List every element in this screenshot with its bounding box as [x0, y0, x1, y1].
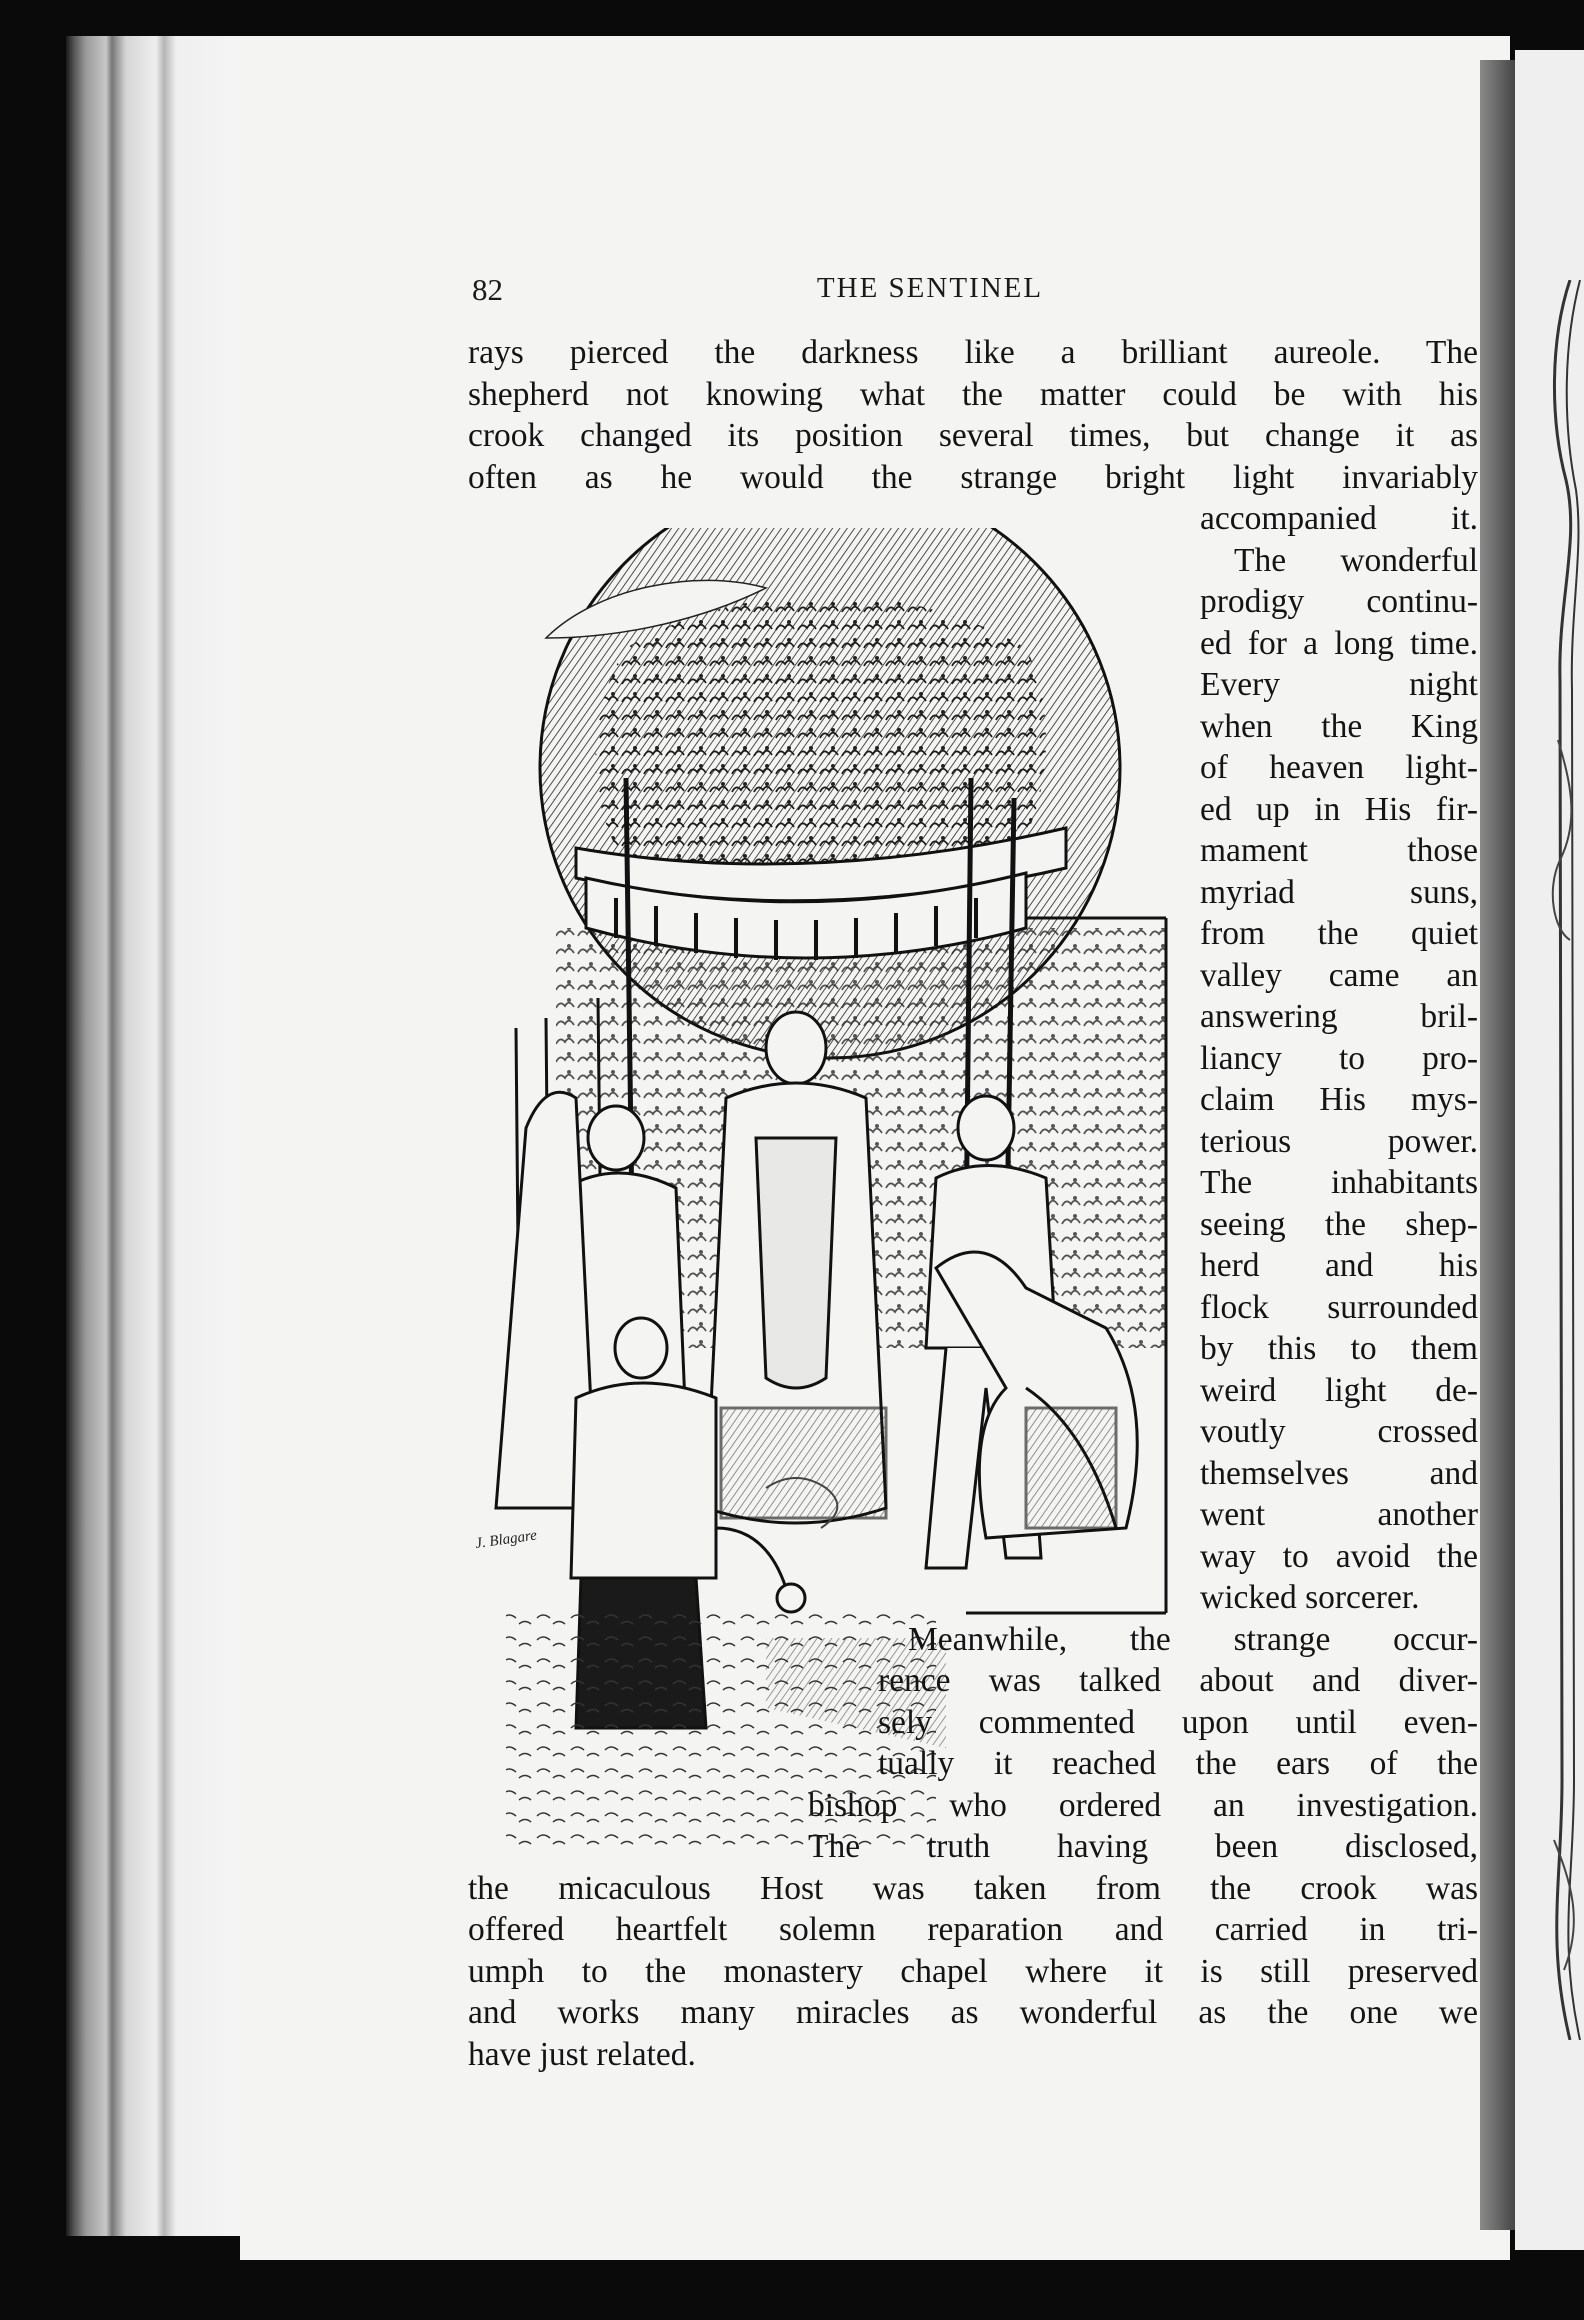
text-line: crook changed its position several times, but change it as — [468, 417, 1478, 454]
scan-border — [0, 2260, 1584, 2320]
text-line: Every night — [1200, 666, 1478, 703]
text-line: often as he would the strange bright light invariably — [468, 458, 1478, 496]
text-line: answering bril- — [1200, 998, 1478, 1035]
text-line: have just related. — [468, 2035, 696, 2073]
text-line: myriad suns, — [1200, 873, 1478, 911]
text-line: way to avoid the — [1200, 1537, 1478, 1575]
text-line: rence was talked about and diver- — [878, 1662, 1478, 1699]
text-line: The truth having been disclosed, — [808, 1828, 1478, 1865]
text-line: liancy to pro- — [1200, 1039, 1478, 1077]
mid-column — [808, 1619, 1478, 1868]
text-line: wicked sorcerer. — [1200, 1579, 1420, 1616]
side-column — [1200, 498, 1478, 1619]
text-line: sely commented upon until even- — [878, 1703, 1478, 1741]
text-line: tually it reached the ears of the — [878, 1745, 1478, 1782]
text-line: the micaculous Host was taken from the crook was — [468, 1869, 1478, 1907]
text-line: umph to the monastery chapel where it is still preserved — [468, 1952, 1478, 1990]
text-line: rays pierced the darkness like a brilliant aureole. The — [468, 334, 1478, 371]
text-line: shepherd not knowing what the matter could be with his — [468, 375, 1478, 413]
text-line: bishop who ordered an investigation. — [808, 1786, 1478, 1824]
text-line: accompanied it. — [1200, 500, 1478, 537]
text-line: prodigy continu- — [1200, 583, 1478, 620]
text-line: terious power. — [1200, 1122, 1478, 1160]
text-line: offered heartfelt solemn reparation and carried in tri- — [468, 1911, 1478, 1948]
text-line: valley came an — [1200, 956, 1478, 994]
text-line: from the quiet — [1200, 915, 1478, 952]
text-line: mament those — [1200, 832, 1478, 869]
running-title: THE SENTINEL — [816, 272, 1044, 304]
text-line: The wonderful — [1234, 541, 1478, 579]
facing-page-ornament-icon — [1540, 280, 1584, 2040]
text-line: claim His mys- — [1200, 1081, 1478, 1118]
text-line: herd and his — [1200, 1247, 1478, 1284]
text-line: ed for a long time. — [1200, 624, 1478, 662]
top-paragraph — [468, 332, 1478, 498]
article-body — [468, 332, 1478, 2075]
text-line: ed up in His fir- — [1200, 790, 1478, 828]
text-line: flock surrounded — [1200, 1288, 1478, 1326]
text-line: when the King — [1200, 707, 1478, 745]
text-line: of heaven light- — [1200, 749, 1478, 786]
text-line: Meanwhile, the strange occur- — [908, 1620, 1478, 1658]
artist-signature: J. Blagare — [474, 1527, 538, 1552]
text-line: by this to them — [1200, 1330, 1478, 1367]
text-line: themselves and — [1200, 1454, 1478, 1492]
page-stack-edges — [66, 36, 266, 2236]
text-line: seeing the shep- — [1200, 1205, 1478, 1243]
bottom-paragraph — [468, 1868, 1478, 2076]
text-line: went another — [1200, 1496, 1478, 1533]
page-number: 82 — [472, 272, 503, 307]
text-line: The inhabitants — [1200, 1164, 1478, 1201]
text-line: voutly crossed — [1200, 1413, 1478, 1450]
page-gutter-shadow — [1480, 60, 1520, 2230]
text-line: and works many miracles as wonderful as the one we — [468, 1994, 1478, 2031]
text-line: weird light de- — [1200, 1371, 1478, 1409]
